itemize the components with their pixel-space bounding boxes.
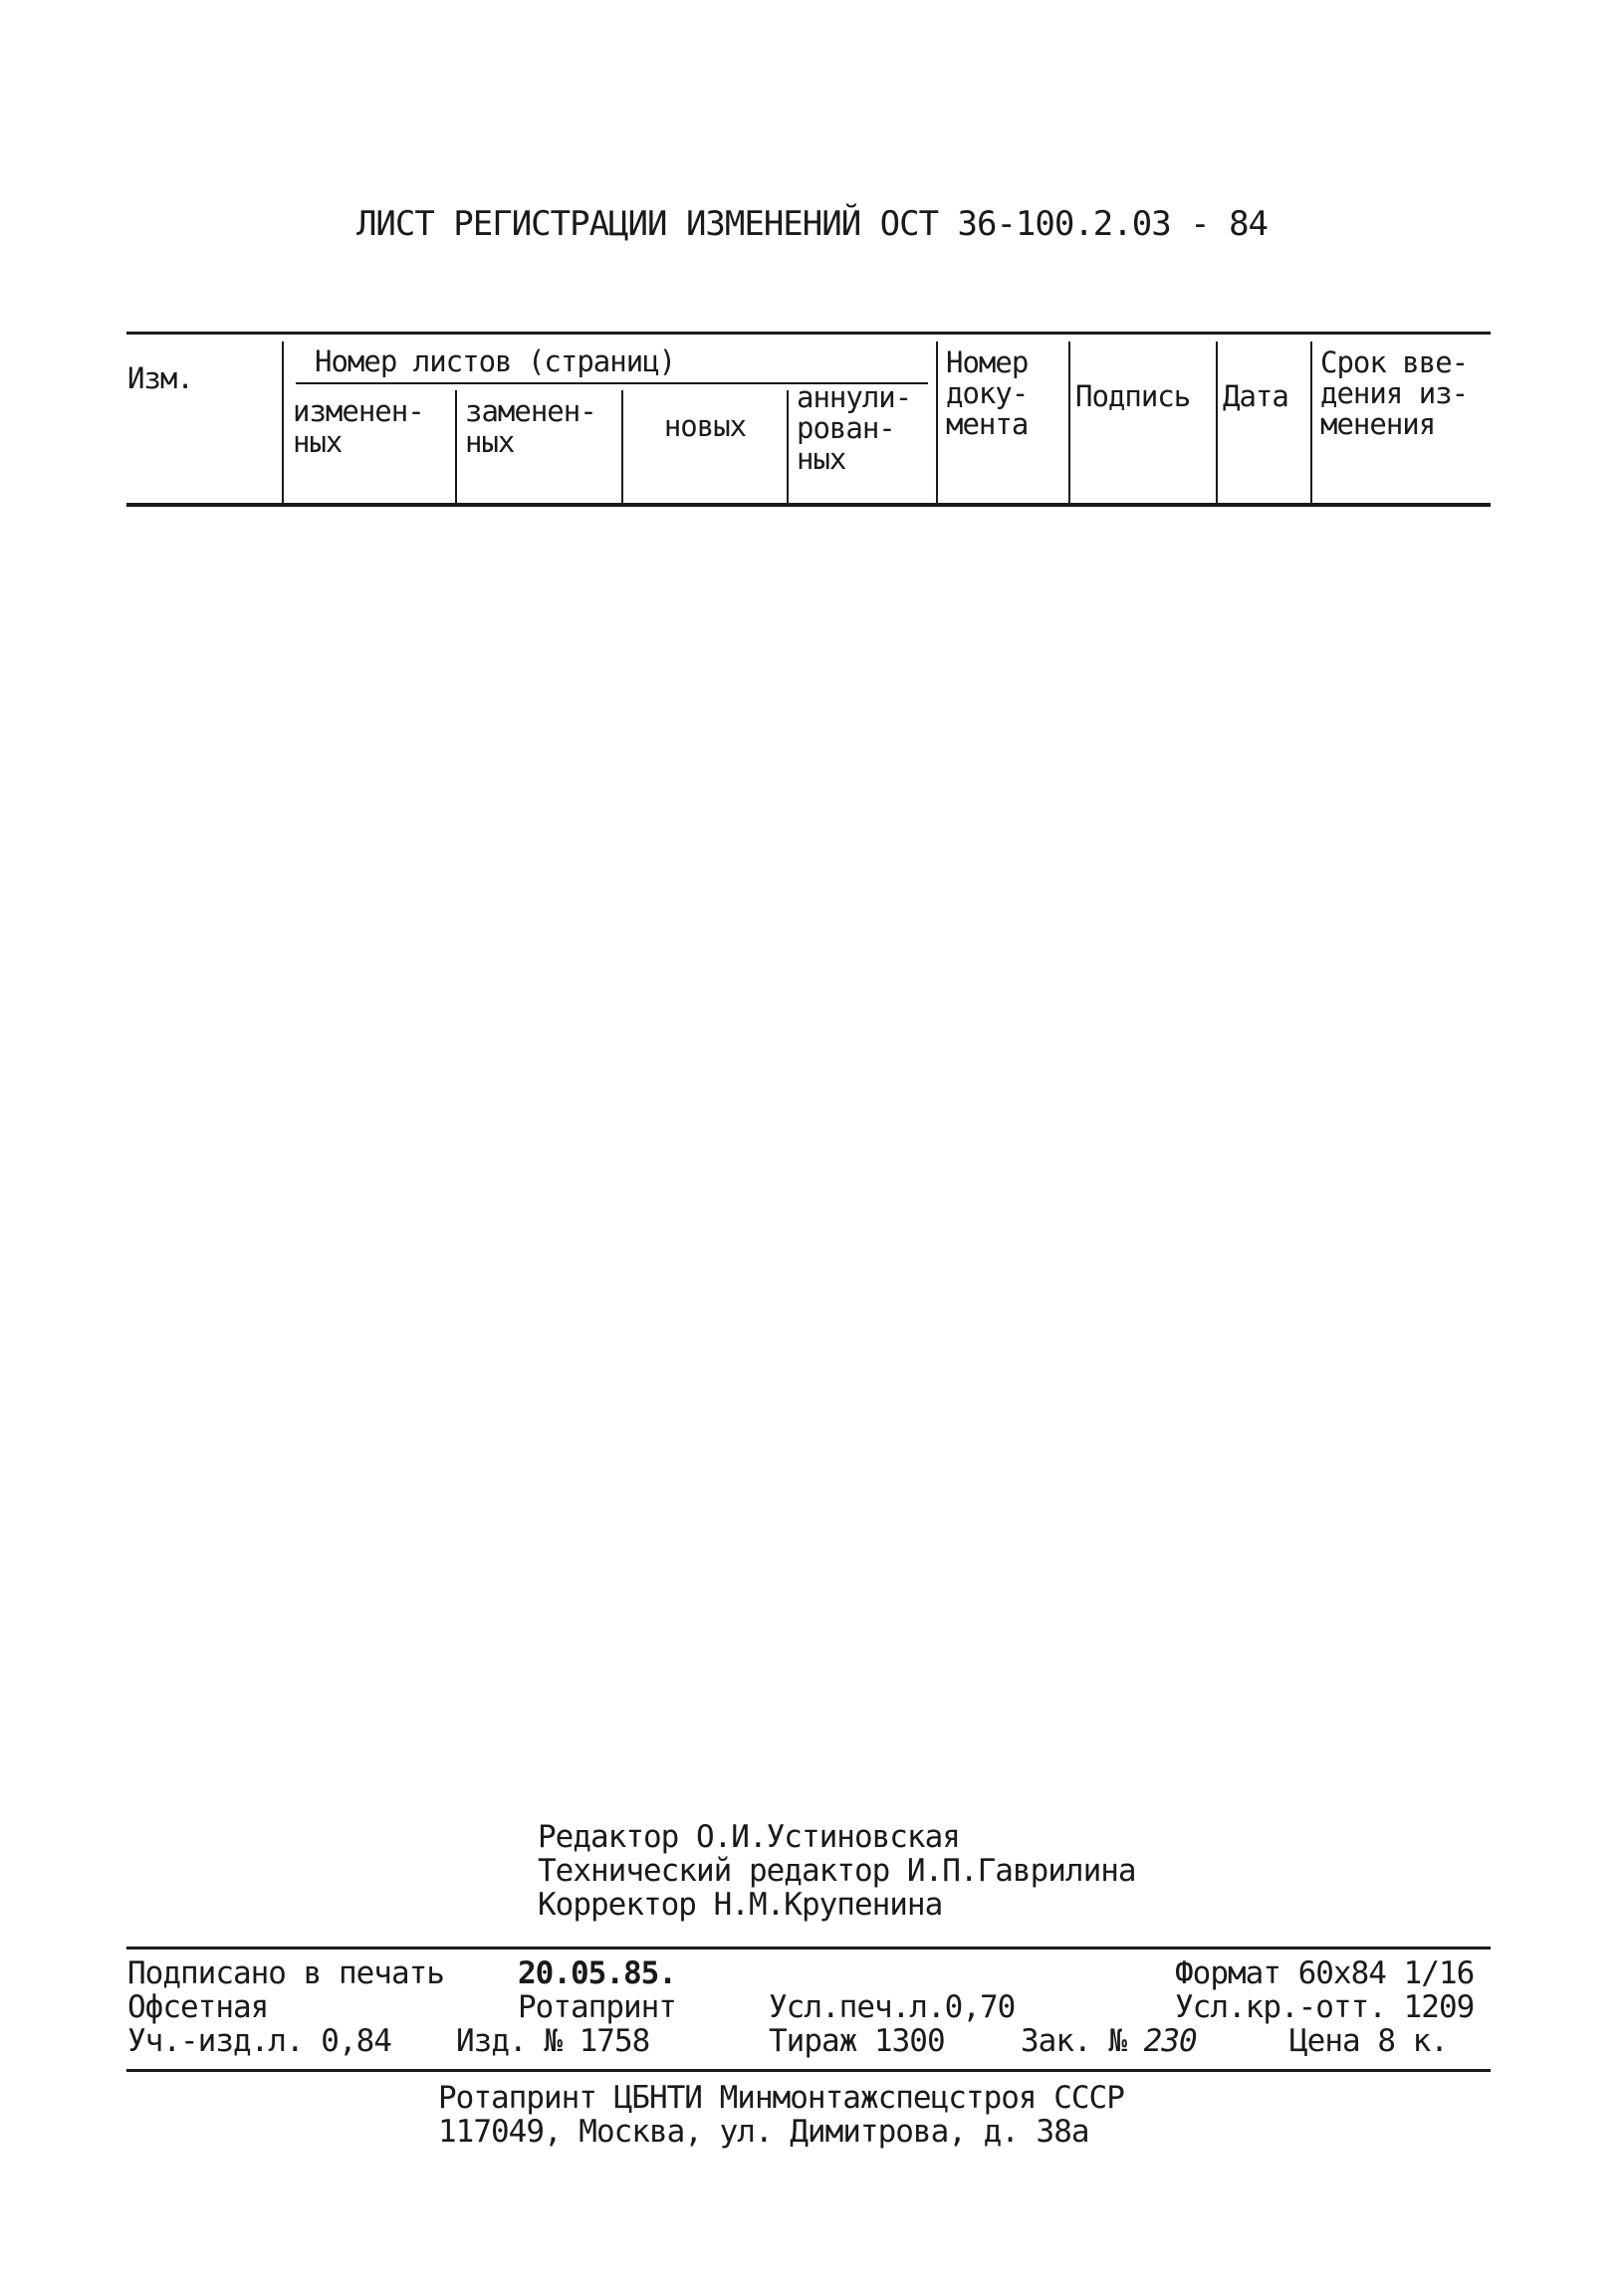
conventional-print-sheets: Усл.печ.л.0,70 [769,1989,1016,2025]
order-number: Зак. № 230 [1021,2023,1197,2059]
col-divider [787,390,789,503]
credit-editor: Редактор О.И.Устиновская [538,1819,960,1855]
publication-number: Изд. № 1758 [456,2023,650,2059]
col-divider [936,342,938,503]
signed-date: 20.05.85. [518,1955,676,1991]
signed-label: Подписано в печать [127,1955,444,1991]
col-divider [282,342,284,503]
price: Цена 8 к. [1289,2023,1448,2059]
order-number-value: 230 [1143,2023,1197,2059]
credits [538,1820,1136,1922]
print-run: Тираж 1300 [769,2023,945,2059]
col-header-effective-date: Срок вве- дения из- менения [1320,345,1469,441]
print-method: Ротапринт [518,1989,676,2025]
paper-type: Офсетная [127,1989,269,2025]
col-divider [455,390,457,503]
format: Формат 60х84 1/16 [1175,1955,1475,1991]
col-header-document-number: Номер доку- мента [946,345,1029,441]
col-divider [1310,342,1312,503]
imprint-bottom-rule [126,2069,1491,2072]
printer-address: 117049, Москва, ул. Димитрова, д. 38а [438,2114,1089,2150]
credit-tech-editor: Технический редактор И.П.Гаврилина [538,1853,1136,1889]
col-header-new: новых [663,409,747,443]
imprint-top-rule [126,1947,1491,1949]
col-header-annulled: аннули- рован- ных [797,380,912,476]
col-header-changed: изменен- ных [293,394,424,459]
group-header-sheet-numbers: Номер листов (страниц) [315,344,676,378]
col-header-izm: Изм. [127,361,193,395]
printer-name: Ротапринт ЦБНТИ Минмонтажспецстроя СССР [438,2080,1124,2116]
table-top-rule [126,332,1491,335]
col-divider [621,390,623,503]
col-divider [1068,342,1070,503]
col-divider [1216,342,1218,503]
col-header-date: Дата [1223,379,1288,413]
page-title: ЛИСТ РЕГИСТРАЦИИ ИЗМЕНЕНИЙ ОСТ 36-100.2.03 - 84 [355,204,1269,244]
conventional-color-prints: Усл.кр.-отт. 1209 [1175,1989,1475,2025]
col-header-signature: Подпись [1075,379,1191,413]
col-header-replaced: заменен- ных [465,394,596,459]
credit-proofreader: Корректор Н.М.Крупенина [538,1887,943,1923]
printer-info [438,2081,1124,2149]
table-bottom-rule [126,503,1491,507]
publication-sheets: Уч.-изд.л. 0,84 [127,2023,391,2059]
